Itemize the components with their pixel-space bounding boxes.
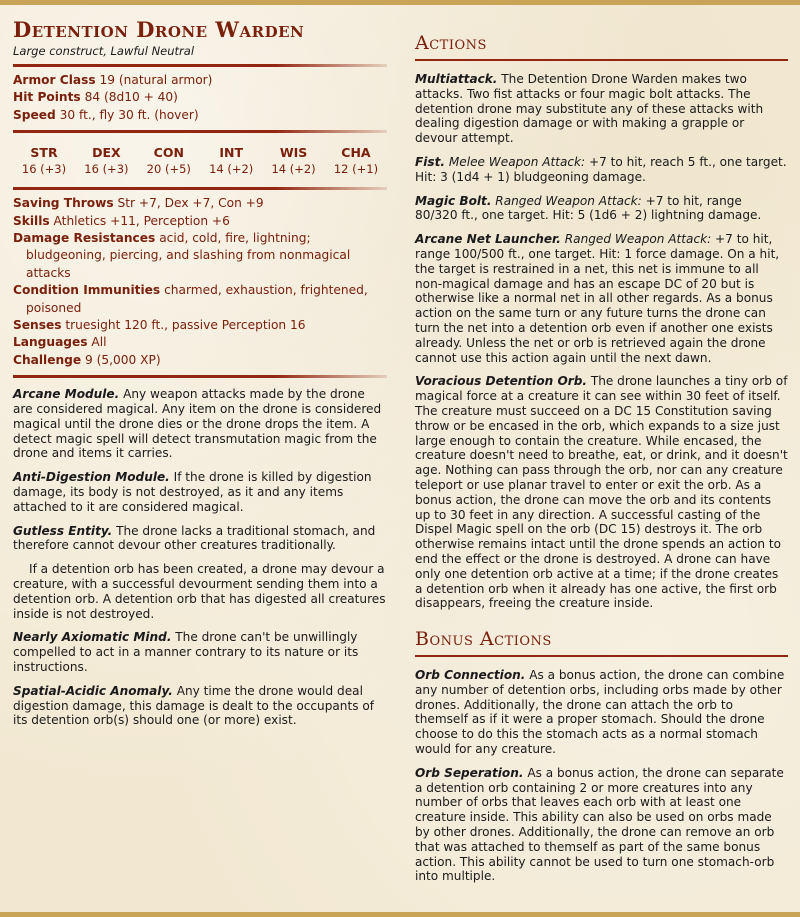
detail-value: 9 (5,000 XP) — [85, 352, 161, 367]
damage-resistances — [13, 230, 387, 282]
ability-str — [14, 144, 74, 177]
detail-value: All — [91, 335, 107, 350]
ability-scores — [13, 138, 387, 181]
trait-spatial-acidic-anomaly — [13, 684, 387, 728]
actions-heading: Actions — [415, 32, 487, 54]
detail-value: Str +7, Dex +7, Con +9 — [117, 196, 264, 211]
action-magic-bolt — [415, 194, 788, 224]
action-name: Multiattack. — [415, 72, 498, 86]
trait-name: Spatial-Acidic Anomaly. — [13, 683, 173, 698]
detail-label: Skills — [13, 213, 50, 228]
detail-label: Languages — [13, 335, 88, 350]
bonus-actions-divider — [415, 655, 788, 657]
detail-value: charmed, exhaustion, frightened, poisoned — [26, 283, 368, 315]
trait-name: Anti-Digestion Module. — [13, 470, 170, 485]
monster-name: Detention Drone Warden — [13, 17, 305, 42]
bonus-action-text: As a bonus action, the drone can combine any number of detention orbs, including orbs made by other drones. Additionally, the drone can attach the orb to themself as if it were a proper stomach. Should the drone choose to do this the stomach acts as a normal stomach would for any creature. — [415, 668, 785, 757]
ability-score: 20 (+5) — [146, 162, 191, 177]
challenge — [13, 352, 387, 369]
action-text: The drone launches a tiny orb of magical force at a creature it can see within 30 feet of itself. The creature must succeed on a DC 15 Constitution saving throw or be encased in the orb, which expands to a size just large enough to contain the creature. While encased, the creature doesn't need to breathe, eat, or drink, and it doesn't age. Nothing can pass through the orb, nor can any creature teleport or use planar travel to enter or exit the orb. As a bonus action, the drone can move the orb and its contents up to 30 feet in any direction. A successful casting of the Dispel Magic spell on the orb (DC 15) destroys it. The orb otherwise remains intact until the drone spends an action to end the effect or the drone is destroyed. A drone can have only one detention orb active at a time; if the drone creates a detention orb when it already has one active, the first orb disappears, freeing the creature inside. — [415, 374, 788, 611]
bonus-action-text: As a bonus action, the drone can separate a detention orb containing 2 or more creatures into any number of orbs that leaves each orb with at least one creature inside. This ability can also be used on orbs made by other drones. Additionally, the drone can remove an orb that was attached to themself as part of the same bonus action. This ability cannot be used to turn one stomach-orb into multiple. — [415, 765, 784, 884]
armor-class-value: 19 (natural armor) — [99, 73, 213, 87]
trait-gutless-entity — [13, 524, 387, 554]
ability-score: 14 (+2) — [209, 162, 254, 177]
detail-label: Senses — [13, 318, 62, 333]
trait-name: Gutless Entity. — [13, 523, 113, 538]
action-name: Voracious Detention Orb. — [415, 374, 587, 389]
action-text: +7 to hit, range 80/320 ft., one target. Hit: 5 (1d6 + 2) lightning damage. — [415, 193, 762, 223]
ability-name: CON — [153, 145, 184, 161]
actions-divider — [415, 59, 788, 61]
monster-type-alignment: Large construct, Lawful Neutral — [13, 44, 195, 58]
action-name: Magic Bolt. — [415, 193, 492, 208]
ability-cha — [326, 144, 386, 177]
ability-score: 12 (+1) — [333, 162, 379, 177]
condition-immunities — [13, 282, 387, 317]
speed — [13, 107, 387, 124]
divider — [13, 130, 387, 133]
action-voracious-detention-orb — [415, 374, 788, 611]
detail-label: Challenge — [13, 352, 82, 367]
saving-throws — [13, 195, 387, 212]
trait-text: The drone can't be unwillingly compelled to act in a manner contrary to its nature or its instructions. — [13, 630, 359, 675]
bonus-orb-seperation — [415, 766, 788, 884]
bonus-orb-connection — [415, 668, 788, 757]
ability-name: DEX — [92, 145, 121, 161]
bonus-action-name: Orb Seperation. — [415, 765, 524, 780]
action-text: +7 to hit, range 100/500 ft., one target. Hit: 1 force damage. On a hit, the target is restrained in a net, this net is immune to all non-magical damage and has an escape DC of 20 but is otherwise like a normal net in all other regards. As a bonus action on the same turn or any future turns the drone can turn the net into a detention orb even if another one exists already. Unless the net or orb is retrieved again the drone cannot use this action again until the next dawn. — [415, 232, 780, 365]
trait-text: If a detention orb has been created, a drone may devour a creature, with a successful devourment sending them into a detention orb. A detention orb that has digested all creatures inside is not destroyed. — [13, 562, 386, 621]
detail-label: Condition Immunities — [13, 283, 161, 298]
ability-score: 14 (+2) — [271, 162, 316, 177]
right-column — [415, 5, 788, 893]
trait-arcane-module — [13, 387, 387, 461]
ability-name: INT — [219, 145, 243, 161]
action-fist — [415, 155, 788, 185]
ability-name: STR — [30, 145, 58, 161]
action-multiattack — [415, 72, 788, 146]
bonus-action-name: Orb Connection. — [415, 668, 526, 683]
trait-name: Nearly Axiomatic Mind. — [13, 630, 172, 645]
ability-name: CHA — [341, 145, 371, 161]
ability-name: WIS — [279, 145, 308, 161]
ability-con — [139, 144, 199, 177]
armor-class-label: Armor Class — [13, 73, 96, 87]
languages — [13, 334, 387, 351]
ability-score: 16 (+3) — [21, 162, 67, 177]
trait-text: If the drone is killed by digestion damage, its body is not destroyed, as it and any items attached to it are considered magical. — [13, 470, 372, 514]
armor-class — [13, 72, 387, 89]
hit-points-label: Hit Points — [13, 90, 81, 105]
ability-int — [201, 144, 261, 177]
detail-value: Athletics +11, Perception +6 — [53, 213, 230, 228]
detail-label: Damage Resistances — [13, 231, 156, 246]
detail-value: truesight 120 ft., passive Perception 16 — [65, 318, 306, 333]
action-text: The Detention Drone Warden makes two attacks. Two fist attacks or four magic bolt attacks. The detention drone may substitute any of these attacks with dealing digestion damage or with making a grapple or devour attempt. — [415, 72, 764, 146]
bonus-actions-heading: Bonus Actions — [415, 628, 552, 651]
detail-label: Saving Throws — [13, 196, 114, 211]
trait-anti-digestion-module — [13, 470, 387, 514]
action-type: Ranged Weapon Attack: — [495, 193, 642, 208]
action-type: Ranged Weapon Attack: — [564, 232, 712, 247]
speed-value: 30 ft., fly 30 ft. (hover) — [59, 107, 199, 122]
action-name: Arcane Net Launcher. — [415, 232, 561, 247]
trait-text: Any time the drone would deal digestion damage, this damage is dealt to the occupants of its detention orb(s) should one (or more) exist. — [13, 683, 375, 728]
trait-name: Arcane Module. — [13, 387, 120, 402]
detail-value: acid, cold, fire, lightning; bludgeoning, piercing, and slashing from nonmagical attacks — [26, 231, 351, 280]
divider — [13, 187, 387, 190]
action-text: +7 to hit, reach 5 ft., one target. Hit: 3 (1d4 + 1) bludgeoning damage. — [415, 154, 787, 184]
trait-gutless-entity-continued — [13, 562, 387, 621]
divider — [13, 375, 387, 378]
divider — [13, 64, 387, 67]
action-name: Fist. — [415, 154, 445, 169]
trait-text: The drone lacks a traditional stomach, and therefore cannot devour other creatures traditionally. — [13, 523, 376, 553]
trait-text: Any weapon attacks made by the drone are considered magical. Any item on the drone is considered magical until the drone dies or the drone drops the item. A detect magic spell will detect transmutation magic from the drone and items it carries. — [13, 387, 382, 461]
hit-points-value: 84 (8d10 + 40) — [84, 90, 178, 105]
left-column — [13, 5, 387, 737]
ability-dex — [76, 144, 136, 177]
senses — [13, 317, 387, 334]
ability-wis — [264, 144, 324, 177]
action-type: Melee Weapon Attack: — [448, 154, 586, 169]
action-arcane-net-launcher — [415, 232, 788, 365]
speed-label: Speed — [13, 107, 56, 122]
ability-score: 16 (+3) — [84, 162, 129, 177]
trait-nearly-axiomatic-mind — [13, 630, 387, 674]
skills — [13, 213, 387, 230]
hit-points — [13, 89, 387, 106]
